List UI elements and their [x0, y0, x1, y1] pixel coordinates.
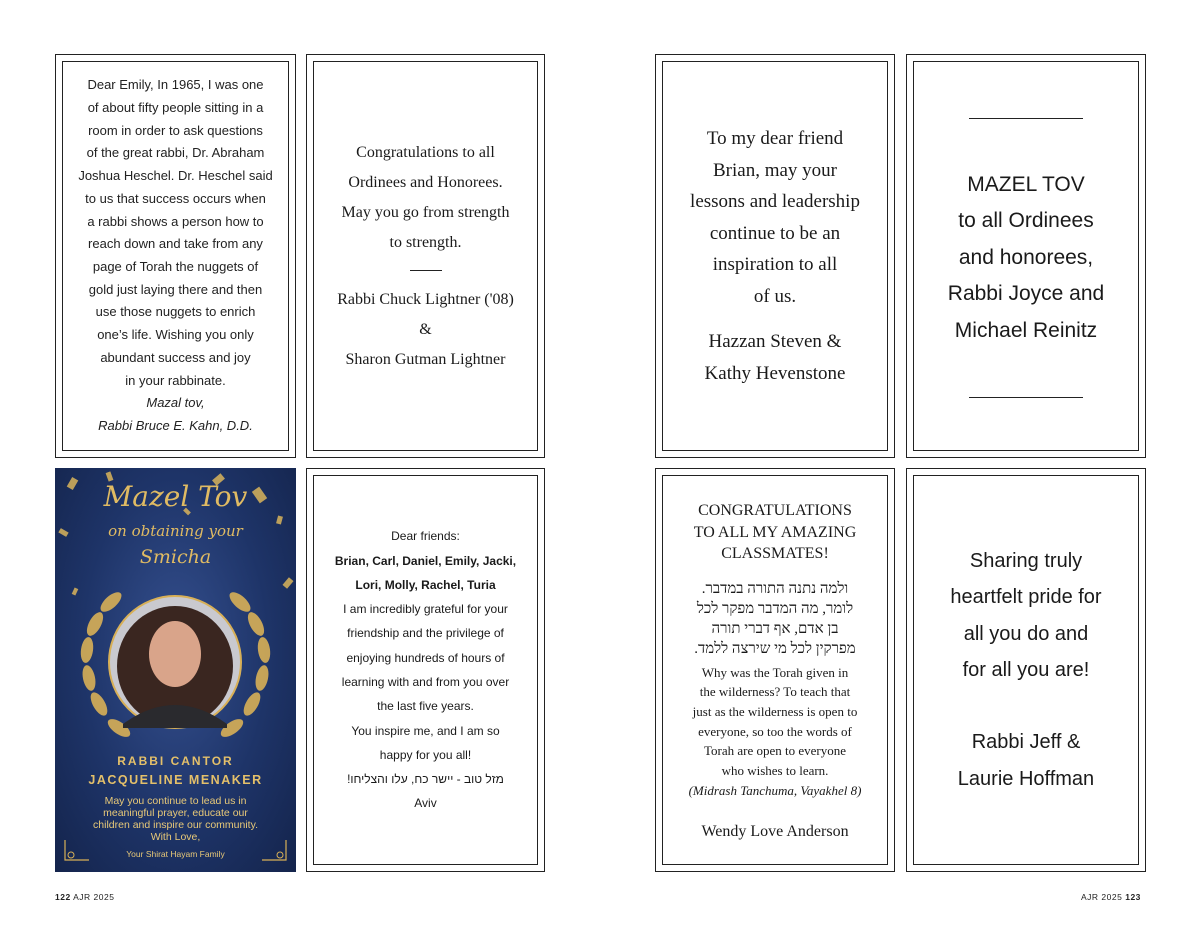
tribute-card-reinitz — [906, 54, 1146, 458]
card-text-line: May you go from strength — [341, 203, 510, 221]
card-text-line: happy for you all! — [379, 747, 472, 762]
tribute-card-kahn — [55, 54, 296, 458]
card-text-line: learning with and from you over — [341, 675, 510, 689]
card-heading-line: CLASSMATES! — [721, 545, 829, 562]
card-text-line: Dear Emily, In 1965, I was one — [87, 77, 264, 93]
top-rule — [969, 118, 1083, 119]
card-text-line: I am incredibly grateful for your — [343, 602, 508, 617]
portrait-face — [149, 621, 201, 687]
card-signature: Rabbi Chuck Lightner ('08) — [337, 290, 514, 308]
card-hebrew-line: מזל טוב - יישר כח, עלו והצליחו! — [347, 772, 504, 787]
card-hebrew-line: בן אדם, אף דברי תורה — [711, 620, 839, 637]
card-signature: Laurie Hoffman — [957, 767, 1095, 790]
card-text-line: friendship and the privilege of — [347, 626, 504, 641]
poster-message-line: With Love, — [150, 831, 201, 843]
card-text-line: Congratulations to all — [356, 143, 495, 161]
card-text-line: of about fifty people sitting in a — [87, 100, 264, 116]
card-text-line: to all Ordinees — [958, 209, 1094, 233]
card-text-line: Why was the Torah given in — [701, 664, 849, 680]
card-text-line: the wilderness? To teach that — [699, 684, 851, 700]
page-number: 122 — [55, 892, 71, 902]
poster-name-line1: RABBI CANTOR — [117, 754, 234, 768]
card-hebrew-quote — [694, 579, 855, 659]
card-text-line: Michael Reinitz — [954, 318, 1098, 342]
card-signature: Rabbi Jeff & — [971, 731, 1081, 754]
card-text-line: abundant success and joy — [100, 349, 251, 365]
card-text-line: of the great rabbi, Dr. Abraham — [86, 145, 265, 161]
mazel-tov-poster — [55, 468, 296, 872]
footer-left — [55, 892, 114, 902]
card-ampersand: & — [419, 320, 432, 338]
card-text-line: To my dear friend — [706, 128, 844, 149]
publication-name: AJR 2025 — [73, 892, 115, 902]
card-text-line: Joshua Heschel. Dr. Heschel said — [78, 168, 273, 184]
poster-subtitle: Smicha — [139, 546, 212, 568]
card-text-line: all you do and — [963, 622, 1089, 645]
tribute-card-aviv — [306, 468, 545, 872]
card-text-line: one’s life. Wishing you only — [97, 327, 254, 343]
poster-message — [63, 795, 288, 843]
card-text-line: room in order to ask questions — [88, 122, 263, 138]
card-inner-border — [913, 475, 1139, 865]
card-text-line: Rabbi Joyce and — [947, 282, 1105, 306]
card-text-line: of us. — [753, 285, 797, 307]
card-names: Lori, Molly, Rachel, Turia — [355, 577, 496, 592]
card-inner-border — [313, 475, 538, 865]
card-closing: Mazal tov, — [146, 395, 205, 411]
poster-family: Your Shirat Hayam Family — [126, 849, 225, 859]
card-text-line: for all you are! — [962, 659, 1090, 681]
card-text-line: reach down and take from any — [88, 236, 263, 252]
card-text-line: enjoying hundreds of hours of — [346, 650, 505, 665]
card-signature: Wendy Love Anderson — [701, 823, 849, 841]
card-text-line: inspiration to all — [712, 254, 838, 275]
card-message — [948, 167, 1104, 350]
card-inner-border — [662, 61, 888, 451]
card-inner-border — [913, 61, 1139, 451]
card-greeting: Dear friends: — [391, 529, 460, 544]
poster-name-line2: JACQUELINE MENAKER — [88, 773, 263, 787]
bottom-rule — [969, 397, 1083, 398]
card-hebrew-line: ולמה נתנה התורה במדבר. — [701, 580, 849, 597]
card-signature: Sharon Gutman Lightner — [345, 350, 506, 368]
card-text-line: use those nuggets to enrich — [95, 304, 256, 320]
card-names: Brian, Carl, Daniel, Emily, Jacki, — [334, 553, 517, 568]
divider — [410, 270, 442, 271]
card-text-line: gold just laying there and then — [88, 281, 263, 297]
card-signature: Hazzan Steven & — [708, 331, 842, 352]
card-heading-line: TO ALL MY AMAZING — [693, 523, 857, 541]
card-text-line: MAZEL TOV — [967, 172, 1085, 196]
card-text-line: to us that success occurs when — [85, 190, 266, 206]
poster-subtitle: on obtaining your — [108, 522, 243, 540]
poster-message-line: May you continue to lead us in — [104, 795, 247, 807]
tribute-card-hevenstone — [655, 54, 895, 458]
poster-message-line: meaningful prayer, educate our — [103, 807, 248, 819]
tribute-card-hoffman — [906, 468, 1146, 872]
card-text-line: the last five years. — [377, 699, 474, 714]
card-inner-border — [62, 61, 289, 451]
card-text-line: just as the wilderness is open to — [692, 703, 858, 719]
card-text-line: page of Torah the nuggets of — [92, 259, 259, 274]
card-text-line: everyone, so too the words of — [698, 723, 852, 739]
card-text-line: a rabbi shows a person how to — [87, 213, 264, 229]
card-text-line: lessons and leadership — [690, 191, 860, 212]
publication-name: AJR 2025 — [1081, 892, 1123, 902]
card-text-line: heartfelt pride for — [950, 586, 1102, 609]
confetti — [282, 577, 293, 589]
card-hebrew-line: לומר, מה המדבר מפקר לכל — [696, 600, 854, 617]
card-inner-border — [662, 475, 888, 865]
footer-right — [1081, 892, 1141, 902]
card-citation: (Midrash Tanchuma, Vayakhel 8) — [688, 782, 862, 798]
card-text-line: Ordinees and Honorees. — [348, 173, 503, 191]
card-text-line: to strength. — [389, 233, 462, 251]
card-text-line: Torah are open to everyone — [703, 743, 847, 759]
laurel-wreath-with-portrait — [75, 574, 276, 754]
tribute-card-anderson — [655, 468, 895, 872]
card-english-quote — [689, 663, 862, 801]
poster-message-line: children and inspire our community. — [93, 819, 258, 831]
card-signature: Aviv — [414, 796, 437, 811]
card-signature: Rabbi Bruce E. Kahn, D.D. — [98, 417, 253, 433]
card-text-line: and honorees, — [958, 245, 1094, 269]
card-heading — [694, 500, 857, 565]
card-text-line: You inspire me, and I am so — [351, 723, 500, 738]
card-inner-border — [313, 61, 538, 451]
card-text-line: Sharing truly — [969, 550, 1083, 573]
poster-title: Mazel Tov — [103, 480, 248, 513]
card-hebrew-line: מפרקין לכל מי שירצה ללמד. — [694, 640, 856, 657]
card-text-line: continue to be an — [709, 222, 841, 244]
card-text-line: Brian, may your — [712, 159, 837, 181]
page-number: 123 — [1125, 892, 1141, 902]
tribute-card-lightner — [306, 54, 545, 458]
card-signature: Kathy Hevenstone — [704, 362, 846, 384]
card-text-line: who wishes to learn. — [721, 763, 829, 779]
card-text-line: in your rabbinate. — [125, 372, 226, 388]
card-heading-line: CONGRATULATIONS — [698, 502, 852, 519]
